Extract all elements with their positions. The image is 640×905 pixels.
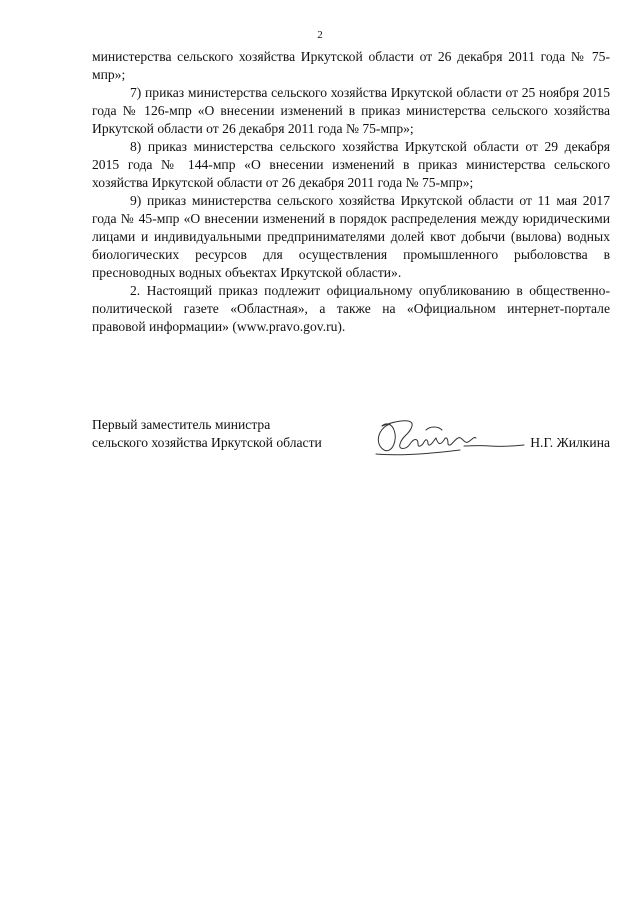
- paragraph-continuation: министерства сельского хозяйства Иркутской области от 26 декабря 2011 года № 75-мпр»;: [92, 49, 610, 82]
- signer-title: [92, 416, 322, 452]
- signer-name: Н.Г. Жилкина: [530, 435, 610, 450]
- signer-title-line-1: Первый заместитель министра: [92, 417, 271, 432]
- paragraph-item-7: 7) приказ министерства сельского хозяйства Иркутской области от 25 ноября 2015 года № 126-мпр «О внесении изменений в приказ министерства сельского хозяйства Иркутской области от 26 декабря 2011 года № 75-мпр»;: [92, 85, 610, 136]
- handwritten-signature: [368, 416, 528, 462]
- document-body: [92, 48, 610, 336]
- signer-title-line-2: сельского хозяйства Иркутской области: [92, 435, 322, 450]
- paragraph-section-2: 2. Настоящий приказ подлежит официальному опубликованию в общественно-политической газете «Областная», а также на «Официальном интернет-портале правовой информации» (www.pravo.gov.ru).: [92, 283, 610, 334]
- paragraph-item-8: 8) приказ министерства сельского хозяйства Иркутской области от 29 декабря 2015 года № 144-мпр «О внесении изменений в приказ министерства сельского хозяйства Иркутской области от 26 декабря 2011 года № 75-мпр»;: [92, 139, 610, 190]
- page-number: 2: [317, 29, 323, 41]
- signature-block: [92, 416, 610, 466]
- paragraph-item-9: 9) приказ министерства сельского хозяйства Иркутской области от 11 мая 2017 года № 45-мпр «О внесении изменений в порядок распределения между юридическими лицами и индивидуальными предпринимателями долей квот добычи (вылова) водных биологических ресурсов для осуществления промышленного рыболовства в пресноводных водных объектах Иркутской области».: [92, 193, 610, 280]
